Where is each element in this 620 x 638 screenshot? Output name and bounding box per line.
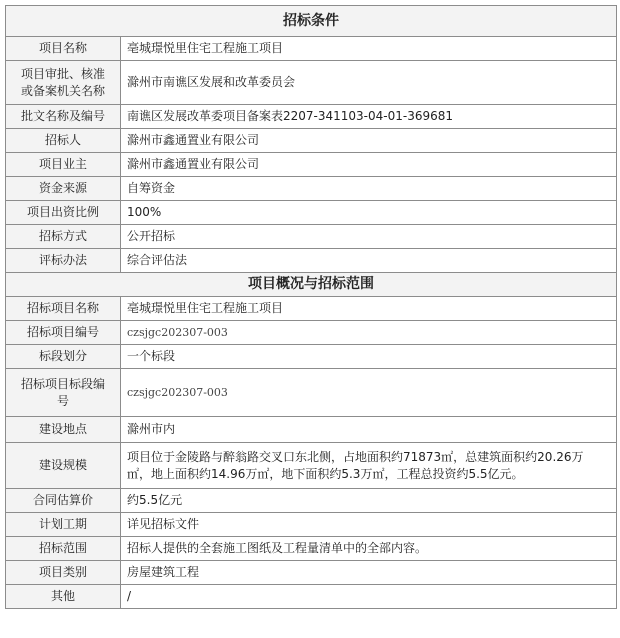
label-line: 或备案机关名称 bbox=[20, 83, 105, 98]
table-row bbox=[6, 105, 617, 129]
table-row bbox=[6, 153, 617, 177]
value-funding-ratio: 100% bbox=[121, 201, 617, 225]
table-row bbox=[6, 345, 617, 369]
label-other: 其他 bbox=[6, 585, 121, 609]
value-tender-project-name: 亳城璟悦里住宅工程施工项目 bbox=[121, 297, 617, 321]
value-construction-scale bbox=[121, 443, 617, 489]
label-tender-project-code: 招标项目编号 bbox=[6, 321, 121, 345]
table-row bbox=[6, 249, 617, 273]
value-contract-estimate: 约5.5亿元 bbox=[121, 489, 617, 513]
label-lot-division: 标段划分 bbox=[6, 345, 121, 369]
section-title-overview: 项目概况与招标范围 bbox=[6, 273, 617, 297]
tender-info-table bbox=[5, 5, 617, 609]
table-row bbox=[6, 489, 617, 513]
label-lot-code bbox=[6, 369, 121, 417]
label-approval-document: 批文名称及编号 bbox=[6, 105, 121, 129]
label-tender-method: 招标方式 bbox=[6, 225, 121, 249]
table-row bbox=[6, 369, 617, 417]
label-construction-scale: 建设规模 bbox=[6, 443, 121, 489]
label-tender-scope: 招标范围 bbox=[6, 537, 121, 561]
label-project-category: 项目类别 bbox=[6, 561, 121, 585]
table-row bbox=[6, 201, 617, 225]
label-planned-duration: 计划工期 bbox=[6, 513, 121, 537]
value-tender-method: 公开招标 bbox=[121, 225, 617, 249]
label-project-name: 项目名称 bbox=[6, 37, 121, 61]
table-row bbox=[6, 585, 617, 609]
value-tenderer: 滁州市鑫通置业有限公司 bbox=[121, 129, 617, 153]
label-funding-source: 资金来源 bbox=[6, 177, 121, 201]
value-lot-division: 一个标段 bbox=[121, 345, 617, 369]
value-other: / bbox=[121, 585, 617, 609]
value-approval-authority: 滁州市南谯区发展和改革委员会 bbox=[121, 61, 617, 105]
label-tenderer: 招标人 bbox=[6, 129, 121, 153]
value-project-name: 亳城璟悦里住宅工程施工项目 bbox=[121, 37, 617, 61]
label-evaluation-method: 评标办法 bbox=[6, 249, 121, 273]
value-tender-scope: 招标人提供的全套施工图纸及工程量清单中的全部内容。 bbox=[121, 537, 617, 561]
label-contract-estimate: 合同估算价 bbox=[6, 489, 121, 513]
section-title-conditions: 招标条件 bbox=[6, 6, 617, 37]
value-planned-duration: 详见招标文件 bbox=[121, 513, 617, 537]
table-row bbox=[6, 561, 617, 585]
table-row bbox=[6, 443, 617, 489]
value-tender-project-code: czsjgc202307-003 bbox=[121, 321, 617, 345]
section-header-row bbox=[6, 273, 617, 297]
table-row bbox=[6, 513, 617, 537]
value-line: 项目位于金陵路与醉翁路交叉口东北侧，占地面积约71873㎡，总建筑面积约20.26万 bbox=[127, 449, 584, 464]
label-line: 号 bbox=[56, 393, 69, 408]
value-project-category: 房屋建筑工程 bbox=[121, 561, 617, 585]
table-row bbox=[6, 129, 617, 153]
value-lot-code: czsjgc202307-003 bbox=[121, 369, 617, 417]
table-row bbox=[6, 417, 617, 443]
value-line: ㎡，地上面积约14.96万㎡，地下面积约5.3万㎡，工程总投资约5.5亿元。 bbox=[127, 466, 524, 481]
table-row bbox=[6, 225, 617, 249]
label-funding-ratio: 项目出资比例 bbox=[6, 201, 121, 225]
table-row bbox=[6, 537, 617, 561]
table-row bbox=[6, 61, 617, 105]
label-construction-site: 建设地点 bbox=[6, 417, 121, 443]
label-line: 招标项目标段编 bbox=[20, 376, 105, 391]
table-row bbox=[6, 177, 617, 201]
table-row bbox=[6, 321, 617, 345]
value-evaluation-method: 综合评估法 bbox=[121, 249, 617, 273]
value-funding-source: 自筹资金 bbox=[121, 177, 617, 201]
table-row bbox=[6, 297, 617, 321]
value-approval-document: 南谯区发展改革委项目备案表2207-341103-04-01-369681 bbox=[121, 105, 617, 129]
value-construction-site: 滁州市内 bbox=[121, 417, 617, 443]
section-header-row bbox=[6, 6, 617, 37]
label-project-owner: 项目业主 bbox=[6, 153, 121, 177]
label-tender-project-name: 招标项目名称 bbox=[6, 297, 121, 321]
label-line: 项目审批、核准 bbox=[20, 66, 105, 81]
value-project-owner: 滁州市鑫通置业有限公司 bbox=[121, 153, 617, 177]
label-approval-authority bbox=[6, 61, 121, 105]
table-row bbox=[6, 37, 617, 61]
